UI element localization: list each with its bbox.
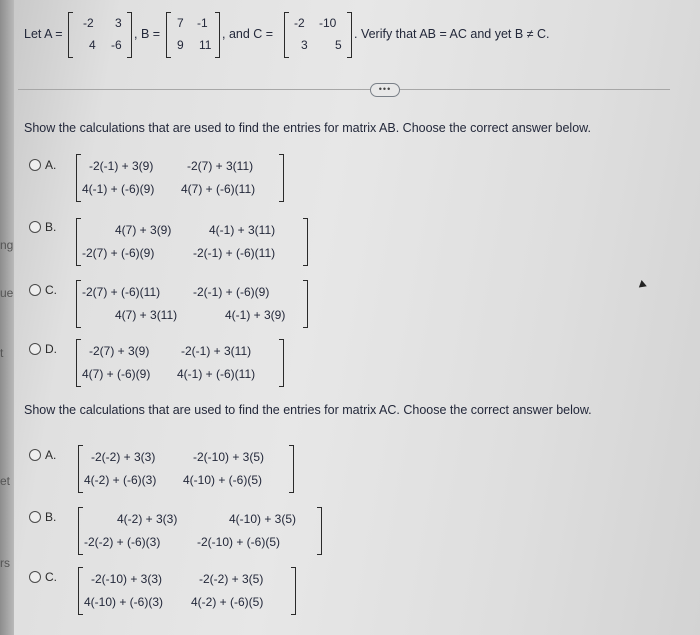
left-window-edge [0, 0, 14, 635]
option-letter: C. [45, 570, 57, 584]
matrix-c-cell: 5 [335, 38, 342, 52]
more-options-button[interactable]: ••• [370, 83, 400, 97]
matrix-cell: 4(-10) + (-6)(3) [84, 595, 164, 609]
b-label: , B = [134, 27, 161, 41]
matrix-cell: 4(-1) + (-6)(9) [82, 182, 155, 196]
matrix-cell: -2(-2) + 3(5) [199, 572, 264, 586]
matrix-c-cell: 3 [301, 38, 308, 52]
option-letter: A. [45, 158, 57, 172]
matrix-cell: -2(7) + 3(11) [187, 159, 254, 173]
edge-letter: ue [0, 286, 14, 300]
let-a-label: Let A = [24, 27, 63, 41]
matrix-c-cell: -2 [294, 16, 305, 30]
verify-text: . Verify that AB = AC and yet B ≠ C. [354, 27, 550, 41]
option-letter: B. [45, 510, 57, 524]
matrix-b-cell: 9 [177, 38, 184, 52]
matrix-cell: -2(-10) + 3(5) [193, 450, 265, 464]
matrix-b-cell: 11 [199, 38, 212, 52]
matrix-a-cell: -2 [83, 16, 94, 30]
edge-letter: rs [0, 556, 10, 570]
matrix-b [166, 12, 220, 58]
matrix-a-cell: 4 [89, 38, 96, 52]
question-ac-prompt: Show the calculations that are used to find the entries for matrix AC. Choose the correct answer below. [24, 403, 592, 417]
edge-letter: t [0, 346, 4, 360]
matrix-cell: -2(-1) + (-6)(11) [193, 246, 276, 260]
edge-letter: et [0, 474, 11, 488]
option-letter: B. [45, 220, 57, 234]
matrix-cell: -2(-1) + (-6)(9) [193, 285, 270, 299]
radio-button[interactable] [29, 343, 41, 355]
matrix-cell: 4(-2) + (-6)(3) [84, 473, 157, 487]
matrix-cell: -2(7) + (-6)(11) [82, 285, 161, 299]
radio-button[interactable] [29, 449, 41, 461]
radio-button[interactable] [29, 221, 41, 233]
question-ab-prompt: Show the calculations that are used to find the entries for matrix AB. Choose the correct answer below. [24, 121, 591, 135]
radio-button[interactable] [29, 284, 41, 296]
answer-matrix [76, 339, 284, 387]
option-letter: A. [45, 448, 57, 462]
answer-matrix [76, 154, 284, 202]
matrix-cell: -2(7) + (-6)(9) [82, 246, 155, 260]
matrix-cell: 4(-1) + 3(9) [225, 308, 286, 322]
option-letter: C. [45, 283, 57, 297]
matrix-cell: -2(-1) + 3(11) [181, 344, 252, 358]
matrix-cell: -2(7) + 3(9) [89, 344, 150, 358]
matrix-cell: 4(-10) + (-6)(5) [183, 473, 263, 487]
mouse-pointer-icon [639, 280, 648, 290]
matrix-cell: 4(7) + (-6)(9) [82, 367, 151, 381]
edge-letter: ng [0, 238, 14, 252]
c-label: , and C = [222, 27, 274, 41]
matrix-cell: 4(7) + 3(11) [115, 308, 178, 322]
matrix-cell: -2(-2) + 3(3) [91, 450, 156, 464]
matrix-b-cell: -1 [197, 16, 208, 30]
matrix-a-cell: 3 [115, 16, 122, 30]
answer-matrix [78, 507, 322, 555]
answer-matrix [78, 445, 294, 493]
radio-button[interactable] [29, 511, 41, 523]
matrix-cell: 4(7) + 3(9) [115, 223, 172, 237]
matrix-cell: 4(-1) + 3(11) [209, 223, 276, 237]
matrix-a [68, 12, 132, 58]
answer-matrix [76, 218, 308, 266]
matrix-b-cell: 7 [177, 16, 184, 30]
answer-matrix [78, 567, 296, 615]
matrix-cell: -2(-10) + (-6)(5) [197, 535, 281, 549]
matrix-a-cell: -6 [111, 38, 122, 52]
matrix-cell: -2(-10) + 3(3) [91, 572, 163, 586]
matrix-cell: 4(-10) + 3(5) [229, 512, 297, 526]
section-divider [18, 89, 670, 90]
matrix-c-cell: -10 [319, 16, 337, 30]
matrix-cell: -2(-2) + (-6)(3) [84, 535, 161, 549]
radio-button[interactable] [29, 159, 41, 171]
matrix-cell: 4(-1) + (-6)(11) [177, 367, 256, 381]
matrix-cell: 4(-2) + (-6)(5) [191, 595, 264, 609]
answer-matrix [76, 280, 308, 328]
matrix-cell: 4(7) + (-6)(11) [181, 182, 256, 196]
matrix-cell: -2(-1) + 3(9) [89, 159, 154, 173]
option-letter: D. [45, 342, 57, 356]
radio-button[interactable] [29, 571, 41, 583]
matrix-cell: 4(-2) + 3(3) [117, 512, 178, 526]
matrix-c [284, 12, 352, 58]
